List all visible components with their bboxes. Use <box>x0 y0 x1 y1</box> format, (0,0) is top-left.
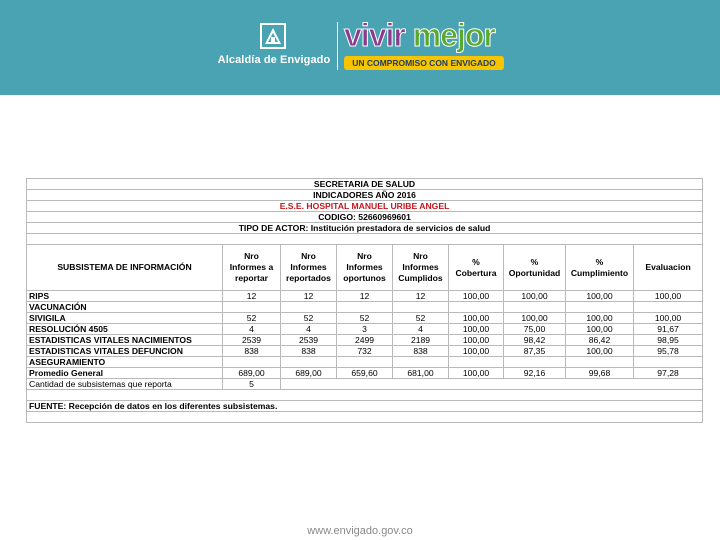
table-cell <box>449 302 504 313</box>
vivir-mejor-logo <box>344 18 504 70</box>
brand-tagline <box>344 56 504 70</box>
logo-divider <box>337 22 338 70</box>
table-cell: 4 <box>281 324 337 335</box>
table-cell: 12 <box>281 291 337 302</box>
spacer-row <box>27 234 703 245</box>
table-cell: 2539 <box>223 335 281 346</box>
source-note: FUENTE: Recepción de datos en los diferentes subsistemas. <box>27 401 703 412</box>
spacer-row <box>27 390 703 401</box>
table-cell: 100,00 <box>449 291 504 302</box>
table-row <box>27 291 703 302</box>
report-table <box>26 178 703 423</box>
table-row <box>27 324 703 335</box>
table-cell <box>634 357 703 368</box>
table-cell <box>223 302 281 313</box>
table-cell: 12 <box>223 291 281 302</box>
tagline-prefix: UN COMPROMISO CON <box>352 58 449 68</box>
table-cell: 3 <box>337 324 393 335</box>
table-cell <box>281 357 337 368</box>
table-cell: 99,68 <box>566 368 634 379</box>
table-cell: 100,00 <box>634 313 703 324</box>
table-cell <box>634 302 703 313</box>
table-cell: 98,42 <box>504 335 566 346</box>
alcaldia-logo <box>215 22 333 72</box>
row-label: Promedio General <box>27 368 223 379</box>
table-cell: 52 <box>393 313 449 324</box>
table-cell: 100,00 <box>566 291 634 302</box>
table-cell: 95,78 <box>634 346 703 357</box>
column-header-row <box>27 245 703 291</box>
table-cell: 75,00 <box>504 324 566 335</box>
table-cell: 100,00 <box>449 346 504 357</box>
table-cell <box>566 302 634 313</box>
report-title-actor: TIPO DE ACTOR: Institución prestadora de servicios de salud <box>27 223 703 234</box>
table-cell: 100,00 <box>504 291 566 302</box>
table-cell: 12 <box>393 291 449 302</box>
row-label: ASEGURAMIENTO <box>27 357 223 368</box>
table-cell: 689,00 <box>281 368 337 379</box>
table-row <box>27 335 703 346</box>
table-cell: 2189 <box>393 335 449 346</box>
table-cell: 12 <box>337 291 393 302</box>
report-title-year: INDICADORES AÑO 2016 <box>27 190 703 201</box>
row-label: VACUNACIÓN <box>27 302 223 313</box>
table-cell: 100,00 <box>566 313 634 324</box>
column-header: SUBSISTEMA DE INFORMACIÓN <box>27 245 223 291</box>
table-cell: 681,00 <box>393 368 449 379</box>
table-cell <box>337 357 393 368</box>
table-cell: 732 <box>337 346 393 357</box>
table-cell: 4 <box>393 324 449 335</box>
table-cell <box>504 357 566 368</box>
report-title-code: CODIGO: 52660969601 <box>27 212 703 223</box>
table-cell <box>223 357 281 368</box>
row-label: ESTADISTICAS VITALES DEFUNCION <box>27 346 223 357</box>
report-title-hospital: E.S.E. HOSPITAL MANUEL URIBE ANGEL <box>27 201 703 212</box>
table-cell: 52 <box>337 313 393 324</box>
table-cell: 689,00 <box>223 368 281 379</box>
subsystems-count-value: 5 <box>223 379 281 390</box>
tagline-strong: ENVIGADO <box>450 58 496 68</box>
brand-word-mejor: mejor <box>412 17 495 53</box>
table-cell: 659,60 <box>337 368 393 379</box>
table-cell <box>337 302 393 313</box>
column-header: Evaluacion <box>634 245 703 291</box>
average-row <box>27 368 703 379</box>
table-cell <box>449 357 504 368</box>
column-header: Nro Informes a reportar <box>223 245 281 291</box>
row-label: RIPS <box>27 291 223 302</box>
spacer-row <box>27 412 703 423</box>
table-cell: 87,35 <box>504 346 566 357</box>
column-header: % Cumplimiento <box>566 245 634 291</box>
column-header: % Oportunidad <box>504 245 566 291</box>
table-cell: 52 <box>281 313 337 324</box>
column-header: Nro Informes oportunos <box>337 245 393 291</box>
table-cell <box>281 302 337 313</box>
column-header: % Cobertura <box>449 245 504 291</box>
table-cell: 100,00 <box>566 324 634 335</box>
brand-word-vivir: vivir <box>344 17 405 53</box>
table-cell: 97,28 <box>634 368 703 379</box>
table-cell: 4 <box>223 324 281 335</box>
subsystems-count-row <box>27 379 703 390</box>
table-cell: 100,00 <box>449 335 504 346</box>
indicators-report <box>26 178 702 423</box>
table-cell: 838 <box>223 346 281 357</box>
row-label: SIVIGILA <box>27 313 223 324</box>
table-row <box>27 346 703 357</box>
column-header: Nro Informes reportados <box>281 245 337 291</box>
table-cell: 100,00 <box>449 324 504 335</box>
table-cell: 2539 <box>281 335 337 346</box>
table-cell: 98,95 <box>634 335 703 346</box>
table-cell <box>504 302 566 313</box>
table-row <box>27 357 703 368</box>
table-cell: 100,00 <box>634 291 703 302</box>
column-header: Nro Informes Cumplidos <box>393 245 449 291</box>
table-cell: 100,00 <box>449 313 504 324</box>
city-shield-icon <box>259 22 287 50</box>
header-bar <box>0 0 720 95</box>
table-row <box>27 313 703 324</box>
brand-wordmark <box>344 18 504 52</box>
table-cell: 838 <box>281 346 337 357</box>
table-cell: 2499 <box>337 335 393 346</box>
table-cell: 92,16 <box>504 368 566 379</box>
table-cell: 52 <box>223 313 281 324</box>
footer-url: www.envigado.gov.co <box>307 525 413 537</box>
report-title-entity: SECRETARIA DE SALUD <box>27 179 703 190</box>
row-label: ESTADISTICAS VITALES NACIMIENTOS <box>27 335 223 346</box>
table-cell: 100,00 <box>566 346 634 357</box>
table-cell <box>393 357 449 368</box>
empty-cell <box>281 379 703 390</box>
table-cell: 91,67 <box>634 324 703 335</box>
table-cell: 100,00 <box>449 368 504 379</box>
table-cell: 838 <box>393 346 449 357</box>
table-row <box>27 302 703 313</box>
row-label: RESOLUCIÓN 4505 <box>27 324 223 335</box>
alcaldia-name: Alcaldía de Envigado <box>217 54 331 66</box>
table-cell <box>393 302 449 313</box>
table-cell: 100,00 <box>504 313 566 324</box>
table-cell: 86,42 <box>566 335 634 346</box>
table-cell <box>566 357 634 368</box>
subsystems-count-label: Cantidad de subsistemas que reporta <box>27 379 223 390</box>
